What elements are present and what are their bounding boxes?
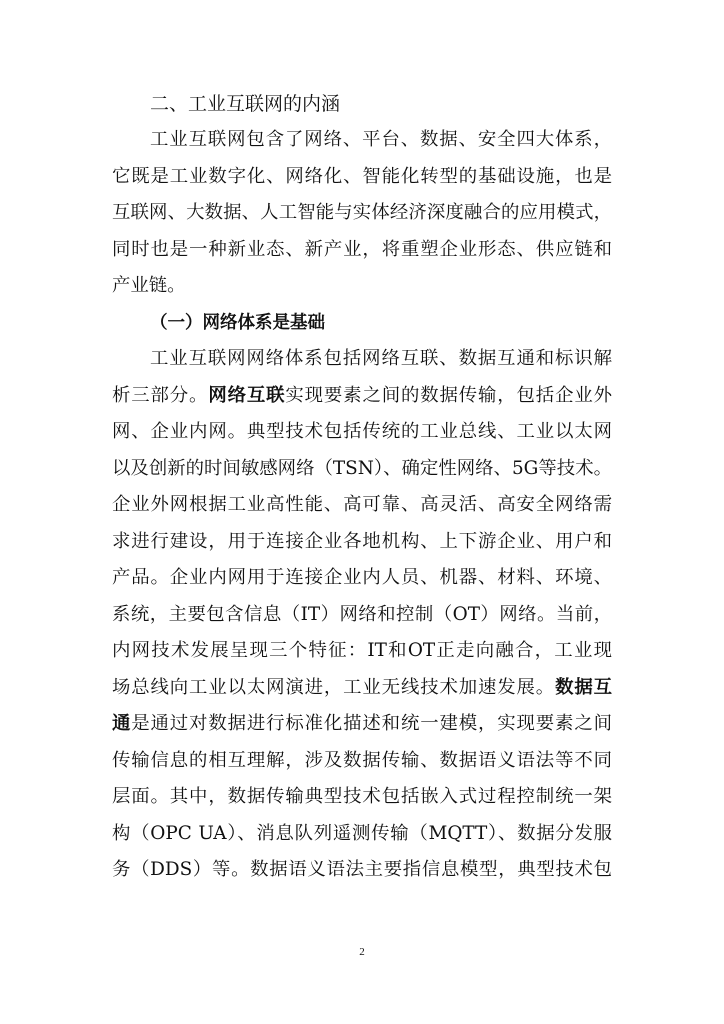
text-run: 析三部分。: [112, 384, 209, 406]
paragraph-line: 层面。其中，数据传输典型技术包括嵌入式过程控制统一架: [112, 786, 612, 807]
paragraph-line: 产品。企业内网用于连接企业内人员、机器、材料、环境、: [112, 567, 612, 588]
text-run: 实现要素之间的数据传输，包括企业外: [285, 384, 612, 406]
page-number: 2: [359, 946, 365, 958]
section-heading: 二、工业互联网的内涵: [150, 93, 341, 115]
page-content: [112, 86, 612, 889]
paragraph-line: 求进行建设，用于连接企业各地机构、上下游企业、用户和: [112, 530, 612, 552]
paragraph-line: 以及创新的时间敏感网络（TSN）、确定性网络、5G等技术。: [112, 457, 612, 479]
paragraph-line: [112, 670, 612, 707]
paragraph-line: 工业互联网网络体系包括网络互联、数据互通和标识解: [150, 348, 612, 369]
paragraph-line: 它既是工业数字化、网络化、智能化转型的基础设施，也是: [112, 165, 612, 187]
subsection-heading: （一）网络体系是基础: [150, 312, 325, 333]
paragraph-line: 务（DDS）等。数据语义语法主要指信息模型，典型技术包: [112, 859, 612, 880]
bold-term-data-interop-end: 通: [112, 713, 132, 734]
paragraph-line: 构（OPC UA）、消息队列遥测传输（MQTT）、数据分发服: [112, 822, 612, 844]
paragraph-line: 内网技术发展呈现三个特征：IT和OT正走向融合，工业现: [112, 640, 612, 661]
text-run: 是通过对数据进行标准化描述和统一建模，实现要素之间: [131, 713, 612, 734]
text-run: 场总线向工业以太网演进，工业无线技术加速发展。: [112, 676, 556, 698]
paragraph-line: [112, 706, 612, 743]
paragraph-line: 网、企业内网。典型技术包括传统的工业总线、工业以太网: [112, 421, 612, 442]
paragraph-line: 产业链。: [112, 275, 186, 296]
paragraph-line: 同时也是一种新业态、新产业，将重塑企业形态、供应链和: [112, 238, 612, 260]
paragraph-line: 企业外网根据工业高性能、高可靠、高灵活、高安全网络需: [112, 494, 612, 515]
bold-term-network-interconnect: 网络互联: [208, 384, 286, 406]
paragraph-line: 互联网、大数据、人工智能与实体经济深度融合的应用模式，: [112, 202, 612, 223]
paragraph-line: 传输信息的相互理解，涉及数据传输、数据语义语法等不同: [112, 749, 612, 771]
paragraph-line: 工业互联网包含了网络、平台、数据、安全四大体系，: [150, 129, 612, 150]
bold-term-data-interop: 数据互: [555, 676, 612, 698]
paragraph-line: [112, 378, 612, 415]
paragraph-line: 系统，主要包含信息（IT）网络和控制（OT）网络。当前，: [112, 603, 612, 625]
